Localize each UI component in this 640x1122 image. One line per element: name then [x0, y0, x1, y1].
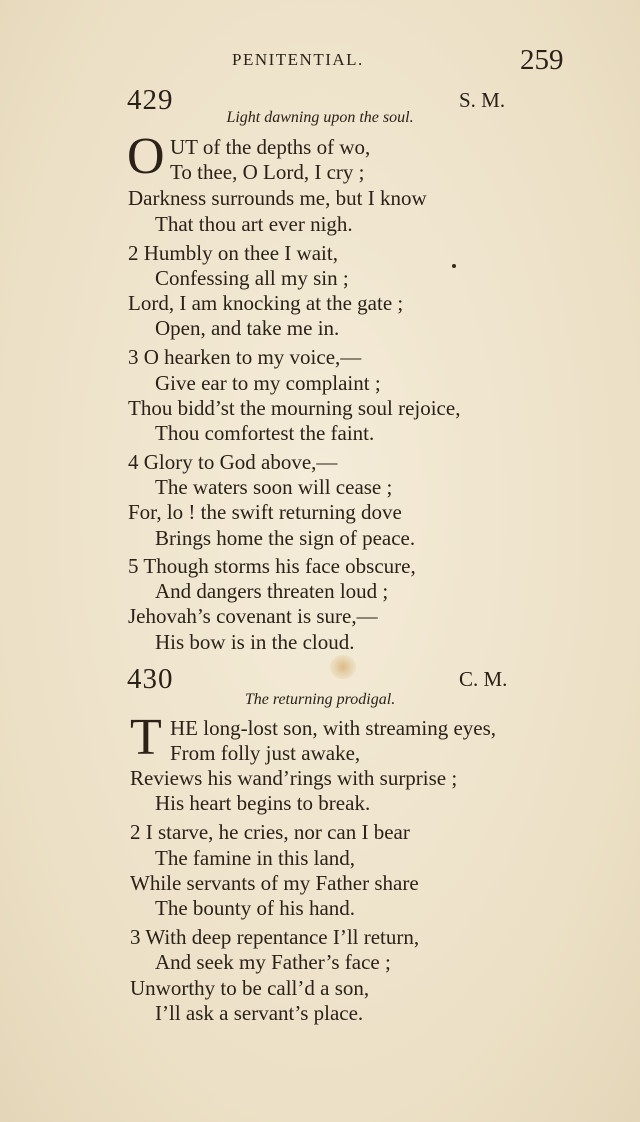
verse-line: While servants of my Father share: [130, 871, 419, 895]
verse-line: UT of the depths of wo,: [170, 135, 371, 159]
hymn-meter: S. M.: [459, 88, 506, 112]
verse-line: Brings home the sign of peace.: [155, 526, 416, 550]
verse-line: And seek my Father’s face ;: [155, 950, 391, 974]
verse-line: 2 Humbly on thee I wait,: [128, 241, 338, 265]
verse-line: 3 O hearken to my voice,—: [128, 345, 362, 369]
verse-line: The bounty of his hand.: [155, 896, 356, 920]
verse-line: HE long-lost son, with streaming eyes,: [170, 716, 497, 740]
hymn-subtitle: Light dawning upon the soul.: [226, 109, 414, 126]
verse-line: Thou bidd’st the mourning soul rejoice,: [128, 396, 461, 420]
verse-line: From folly just awake,: [170, 741, 361, 765]
verse-line: 5 Though storms his face obscure,: [128, 554, 416, 578]
ink-speck: [452, 264, 456, 268]
page-number: 259: [520, 44, 564, 76]
hymn-subtitle: The returning prodigal.: [244, 691, 396, 708]
running-head: [0, 44, 640, 84]
drop-cap: T: [130, 709, 162, 766]
verse-line: I’ll ask a servant’s place.: [155, 1001, 364, 1025]
verse-line: Reviews his wand’rings with surprise ;: [130, 766, 458, 790]
hymn-meter: C. M.: [459, 667, 508, 691]
verse-line: Darkness surrounds me, but I know: [128, 186, 427, 210]
verse-line: Open, and take me in.: [155, 316, 340, 340]
verse-line: Give ear to my complaint ;: [155, 371, 381, 395]
verse-line: And dangers threaten loud ;: [155, 579, 389, 603]
verse-line: Unworthy to be call’d a son,: [130, 976, 370, 1000]
verse-line: For, lo ! the swift returning dove: [128, 500, 402, 524]
verse-line: Lord, I am knocking at the gate ;: [128, 291, 404, 315]
verse-line: Jehovah’s covenant is sure,—: [128, 604, 378, 628]
verse-line: His heart begins to break.: [155, 791, 371, 815]
paper-stain: [330, 655, 356, 679]
section-title: PENITENTIAL.: [232, 50, 364, 69]
verse-line: The waters soon will cease ;: [155, 475, 393, 499]
verse-line: 4 Glory to God above,—: [128, 450, 338, 474]
verse-line: The famine in this land,: [155, 846, 356, 870]
verse-line: To thee, O Lord, I cry ;: [170, 160, 365, 184]
drop-cap: O: [127, 128, 165, 185]
verse-line: 3 With deep repentance I’ll return,: [130, 925, 420, 949]
verse-line: Confessing all my sin ;: [155, 266, 349, 290]
verse-line: That thou art ever nigh.: [155, 212, 353, 236]
hymn-number: 430: [127, 663, 174, 695]
hymn-number: 429: [127, 84, 174, 116]
verse-line: His bow is in the cloud.: [155, 630, 355, 654]
verse-line: 2 I starve, he cries, nor can I bear: [130, 820, 410, 844]
verse-line: Thou comfortest the faint.: [155, 421, 375, 445]
